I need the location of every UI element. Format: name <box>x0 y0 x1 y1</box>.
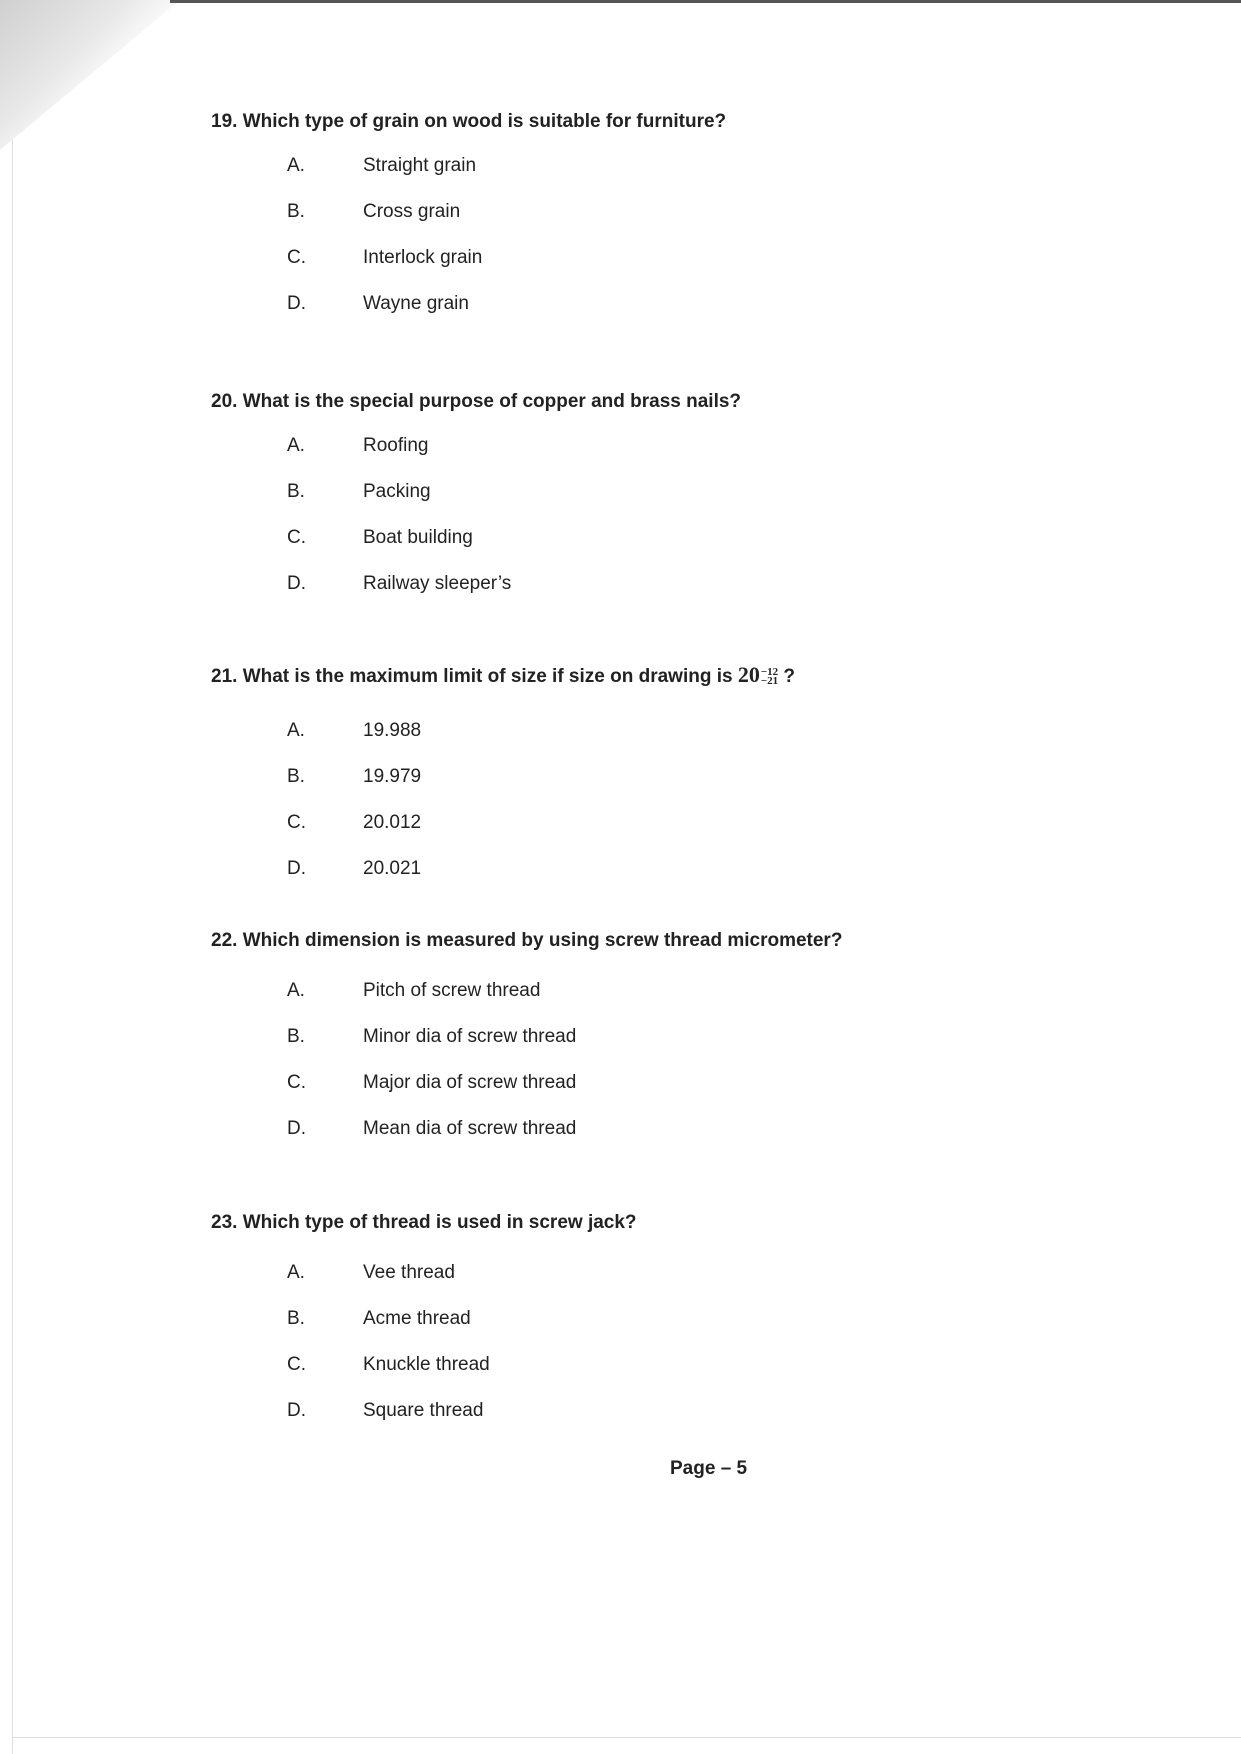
option-d: D. Wayne grain <box>287 293 469 314</box>
options-list <box>211 435 741 619</box>
option-d: D. 20.021 <box>287 858 422 879</box>
option-a: A. Vee thread <box>287 1262 455 1283</box>
question-23 <box>211 1212 637 1446</box>
option-a: A. Straight grain <box>287 155 477 176</box>
page-number: Page – 5 <box>670 1458 748 1479</box>
option-c: C. Knuckle thread <box>287 1354 490 1375</box>
question-title: 20. What is the special purpose of copper and brass nails? <box>211 391 742 412</box>
option-a: A. Pitch of screw thread <box>287 980 541 1001</box>
question-19 <box>211 111 726 339</box>
option-d: D. Square thread <box>287 1400 484 1421</box>
option-a: A. 19.988 <box>287 720 422 741</box>
option-b: B. 19.979 <box>287 766 422 787</box>
options-list <box>211 720 795 904</box>
option-d: D. Railway sleeper’s <box>287 573 512 594</box>
question-title: 21. What is the maximum limit of size if size on drawing is 20 −12 −21 ? <box>211 662 796 687</box>
question-title: 23. Which type of thread is used in screw jack? <box>211 1212 637 1233</box>
folded-page-corner <box>0 0 180 150</box>
option-a: A. Roofing <box>287 435 429 456</box>
scan-bottom-edge <box>12 1737 1241 1738</box>
size-expression: 20 −12 −21 <box>737 662 779 687</box>
option-b: B. Cross grain <box>287 201 461 222</box>
option-b: B. Acme thread <box>287 1308 471 1329</box>
question-22 <box>211 930 842 1164</box>
option-c: C. Interlock grain <box>287 247 483 268</box>
scan-left-edge <box>12 140 13 1754</box>
question-title: 22. Which dimension is measured by using screw thread micrometer? <box>211 930 843 951</box>
question-21 <box>211 662 795 904</box>
question-title: 19. Which type of grain on wood is suitable for furniture? <box>211 111 727 132</box>
option-b: B. Minor dia of screw thread <box>287 1026 577 1047</box>
option-c: C. 20.012 <box>287 812 422 833</box>
option-b: B. Packing <box>287 481 431 502</box>
option-c: C. Boat building <box>287 527 473 548</box>
option-d: D. Mean dia of screw thread <box>287 1118 577 1139</box>
scan-top-edge <box>170 0 1241 3</box>
question-20 <box>211 391 741 619</box>
options-list <box>211 980 842 1164</box>
options-list <box>211 155 726 339</box>
option-c: C. Major dia of screw thread <box>287 1072 577 1093</box>
options-list <box>211 1262 637 1446</box>
